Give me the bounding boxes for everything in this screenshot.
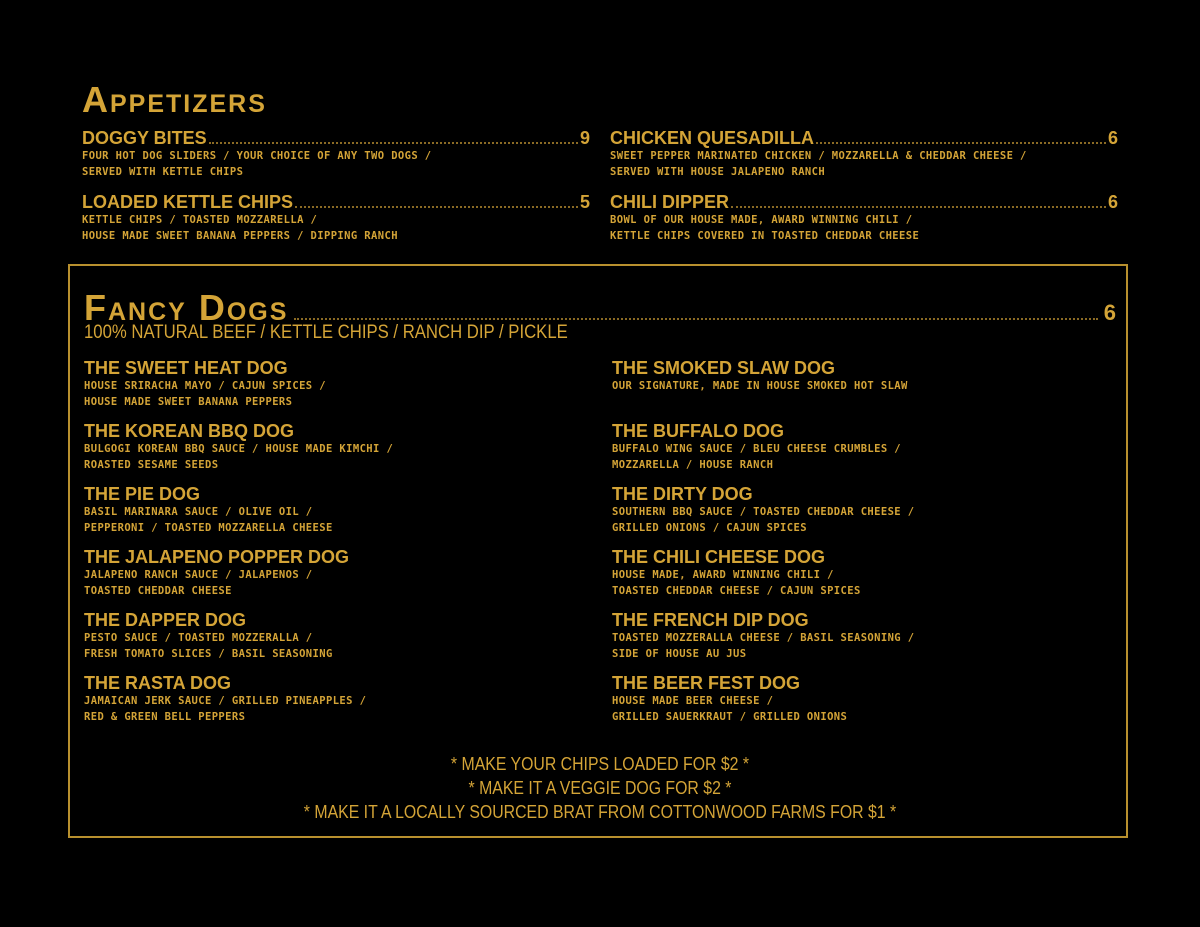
menu-item — [612, 358, 1120, 406]
item-description: KETTLE CHIPS COVERED IN TOASTED CHEDDAR CHEESE — [610, 230, 920, 242]
fancy-dogs-price: 6 — [1103, 300, 1116, 325]
item-description: TOASTED CHEDDAR CHEESE — [84, 585, 232, 597]
item-description: ROASTED SESAME SEEDS — [84, 459, 219, 471]
item-name: DOGGY BITES — [82, 128, 207, 148]
item-name: CHICKEN QUESADILLA — [610, 128, 815, 148]
item-description: SOUTHERN BBQ SAUCE / TOASTED CHEDDAR CHEESE / — [612, 506, 915, 518]
item-name: THE SMOKED SLAW DOG — [612, 358, 836, 378]
menu-item — [612, 484, 1120, 532]
item-description: HOUSE MADE, AWARD WINNING CHILI / — [612, 569, 834, 581]
fancy-dogs-section — [68, 264, 1128, 838]
item-price: 6 — [1107, 128, 1118, 148]
item-price: 6 — [1107, 192, 1118, 212]
item-description: FOUR HOT DOG SLIDERS / YOUR CHOICE OF ANY TWO DOGS / — [82, 150, 432, 162]
item-description: SERVED WITH KETTLE CHIPS — [82, 166, 244, 178]
item-description: GRILLED SAUERKRAUT / GRILLED ONIONS — [612, 711, 848, 723]
item-name: THE PIE DOG — [84, 484, 201, 504]
item-description: SERVED WITH HOUSE JALAPENO RANCH — [610, 166, 826, 178]
item-description: JALAPENO RANCH SAUCE / JALAPENOS / — [84, 569, 313, 581]
item-price: 9 — [579, 128, 590, 148]
leader-dots — [294, 318, 1097, 320]
menu-item — [612, 421, 1120, 469]
item-description: TOASTED MOZZERALLA CHEESE / BASIL SEASONING / — [612, 632, 915, 644]
item-description: FRESH TOMATO SLICES / BASIL SEASONING — [84, 648, 333, 660]
appetizers-title: Appetizers — [82, 79, 267, 120]
item-description: HOUSE MADE SWEET BANANA PEPPERS — [84, 396, 293, 408]
menu-item — [612, 610, 1120, 658]
item-description: GRILLED ONIONS / CAJUN SPICES — [612, 522, 807, 534]
fancy-dogs-title: Fancy Dogs — [84, 287, 289, 328]
menu-item — [84, 547, 592, 595]
menu-item — [612, 547, 1120, 595]
item-description: TOASTED CHEDDAR CHEESE / CAJUN SPICES — [612, 585, 861, 597]
item-name: THE DAPPER DOG — [84, 610, 247, 630]
menu-item — [610, 128, 1118, 180]
item-name: THE RASTA DOG — [84, 673, 231, 693]
item-description: JAMAICAN JERK SAUCE / GRILLED PINEAPPLES / — [84, 695, 367, 707]
item-name: CHILI DIPPER — [610, 192, 730, 212]
leader-dots — [816, 142, 1106, 144]
item-description: PESTO SAUCE / TOASTED MOZZERALLA / — [84, 632, 313, 644]
item-description: HOUSE SRIRACHA MAYO / CAJUN SPICES / — [84, 380, 326, 392]
item-description: BASIL MARINARA SAUCE / OLIVE OIL / — [84, 506, 313, 518]
item-name: THE SWEET HEAT DOG — [84, 358, 288, 378]
extras-notes — [70, 752, 1130, 824]
menu-item — [84, 421, 592, 469]
item-description: BULGOGI KOREAN BBQ SAUCE / HOUSE MADE KIMCHI / — [84, 443, 394, 455]
leader-dots — [731, 206, 1106, 208]
item-name: LOADED KETTLE CHIPS — [82, 192, 294, 212]
item-name: THE BUFFALO DOG — [612, 421, 784, 441]
item-name: THE JALAPENO POPPER DOG — [84, 547, 350, 567]
menu-item — [84, 610, 592, 658]
menu-item — [84, 484, 592, 532]
menu-item — [612, 673, 1120, 721]
item-description: OUR SIGNATURE, MADE IN HOUSE SMOKED HOT SLAW — [612, 380, 908, 392]
item-description: KETTLE CHIPS / TOASTED MOZZARELLA / — [82, 214, 318, 226]
menu-item — [82, 192, 590, 244]
item-description: SIDE OF HOUSE AU JUS — [612, 648, 747, 660]
item-description: BUFFALO WING SAUCE / BLEU CHEESE CRUMBLES / — [612, 443, 902, 455]
menu-item — [610, 192, 1118, 244]
menu-item — [84, 673, 592, 721]
item-name: THE FRENCH DIP DOG — [612, 610, 809, 630]
item-name: THE KOREAN BBQ DOG — [84, 421, 295, 441]
appetizers-section — [82, 80, 1118, 244]
item-description: HOUSE MADE SWEET BANANA PEPPERS / DIPPING RANCH — [82, 230, 398, 242]
item-description: HOUSE MADE BEER CHEESE / — [612, 695, 774, 707]
item-description: BOWL OF OUR HOUSE MADE, AWARD WINNING CHILI / — [610, 214, 913, 226]
item-description: SWEET PEPPER MARINATED CHICKEN / MOZZARELLA & CHEDDAR CHEESE / — [610, 150, 1027, 162]
extra-note: * MAKE IT A LOCALLY SOURCED BRAT FROM COTTONWOOD FARMS FOR $1 * — [303, 802, 897, 822]
item-name: THE DIRTY DOG — [612, 484, 753, 504]
leader-dots — [209, 142, 578, 144]
menu-item — [84, 358, 592, 406]
extra-note: * MAKE YOUR CHIPS LOADED FOR $2 * — [450, 754, 750, 774]
item-price: 5 — [579, 192, 590, 212]
fancy-dogs-subtitle: 100% NATURAL BEEF / KETTLE CHIPS / RANCH DIP / PICKLE — [84, 322, 568, 343]
extra-note: * MAKE IT A VEGGIE DOG FOR $2 * — [468, 778, 732, 798]
item-description: PEPPERONI / TOASTED MOZZARELLA CHEESE — [84, 522, 333, 534]
menu-item — [82, 128, 590, 180]
item-description: MOZZARELLA / HOUSE RANCH — [612, 459, 774, 471]
leader-dots — [295, 206, 578, 208]
item-description: RED & GREEN BELL PEPPERS — [84, 711, 246, 723]
dogs-list — [84, 358, 1120, 721]
item-name: THE BEER FEST DOG — [612, 673, 801, 693]
item-name: THE CHILI CHEESE DOG — [612, 547, 826, 567]
appetizers-list — [82, 128, 1118, 244]
